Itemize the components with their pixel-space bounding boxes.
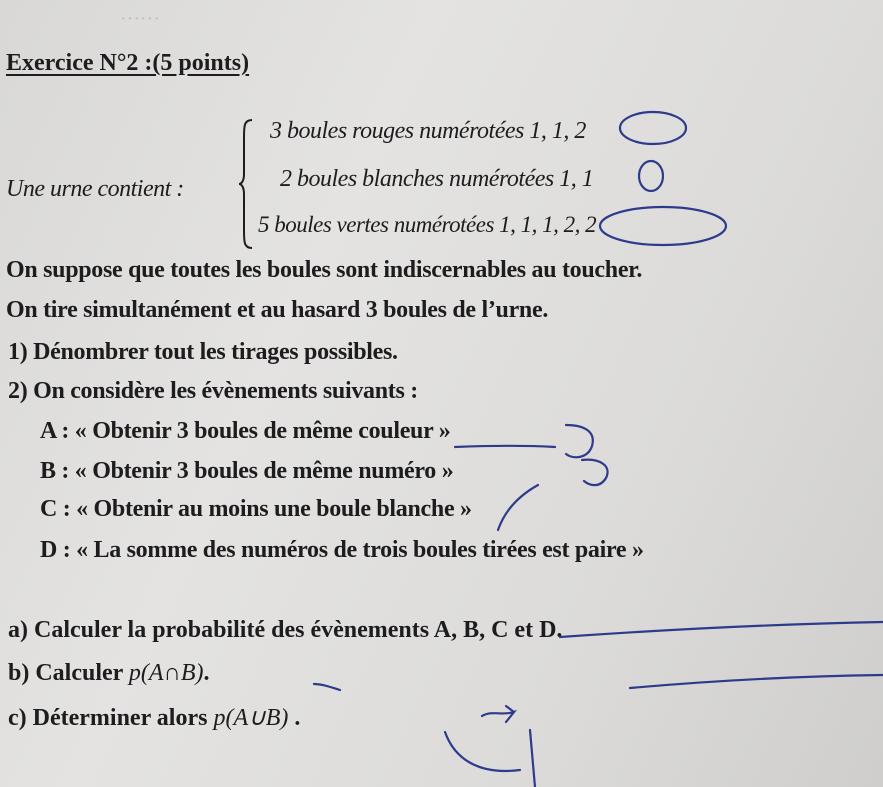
ball-line-red: 3 boules rouges numérotées 1, 1, 2 (270, 118, 586, 144)
ball-line-green: 5 boules vertes numérotées 1, 1, 1, 2, 2 (258, 212, 597, 237)
exercise-title: Exercice N°2 :(5 points) (6, 50, 250, 76)
assumption-text: On suppose que toutes les boules sont indiscernables au toucher. (6, 257, 643, 283)
draw-description: On tire simultanément et au hasard 3 boules de l’urne. (6, 297, 549, 323)
arc-under-union (445, 732, 520, 771)
question-1: 1) Dénombrer tout les tirages possibles. (8, 339, 398, 365)
underline-couleur (455, 446, 555, 447)
event-d: D : « La somme des numéros de trois boules tirées est paire » (40, 537, 644, 563)
box-vertical (530, 730, 535, 787)
tick-mark (314, 684, 340, 690)
circle-mark-green (600, 207, 726, 245)
curly-brace (238, 118, 254, 250)
probability-intersection: p(A∩B) (128, 660, 204, 686)
subquestion-b-text: b) Calculer (8, 660, 129, 686)
event-b: B : « Obtenir 3 boules de même numéro » (40, 458, 454, 484)
box-line-2 (630, 675, 883, 688)
urn-intro: Une urne contient : (6, 176, 184, 202)
subquestion-b (8, 660, 210, 687)
arc-under-numero (498, 485, 538, 530)
ball-line-white: 2 boules blanches numérotées 1, 1 (280, 166, 594, 192)
arrow-mark-numero (582, 460, 608, 485)
subquestion-a: a) Calculer la probabilité des évènements A, B, C et D. (8, 617, 563, 643)
bleed-through-text: ······ (120, 8, 160, 30)
subquestion-c (8, 703, 300, 732)
event-c: C : « Obtenir au moins une boule blanche » (40, 496, 472, 522)
arrow-mark-couleur (566, 425, 593, 457)
question-2: 2) On considère les évènements suivants : (8, 378, 418, 404)
box-line (560, 622, 883, 637)
subquestion-c-end: . (288, 705, 301, 731)
probability-union: p(A∪B) (213, 705, 289, 731)
circle-mark-red (620, 112, 686, 144)
event-a: A : « Obtenir 3 boules de même couleur » (40, 418, 451, 444)
arrow-squiggle (482, 706, 514, 722)
circle-mark-white (639, 161, 663, 191)
subquestion-b-end: . (203, 660, 210, 686)
subquestion-c-text: c) Déterminer alors (8, 705, 214, 731)
